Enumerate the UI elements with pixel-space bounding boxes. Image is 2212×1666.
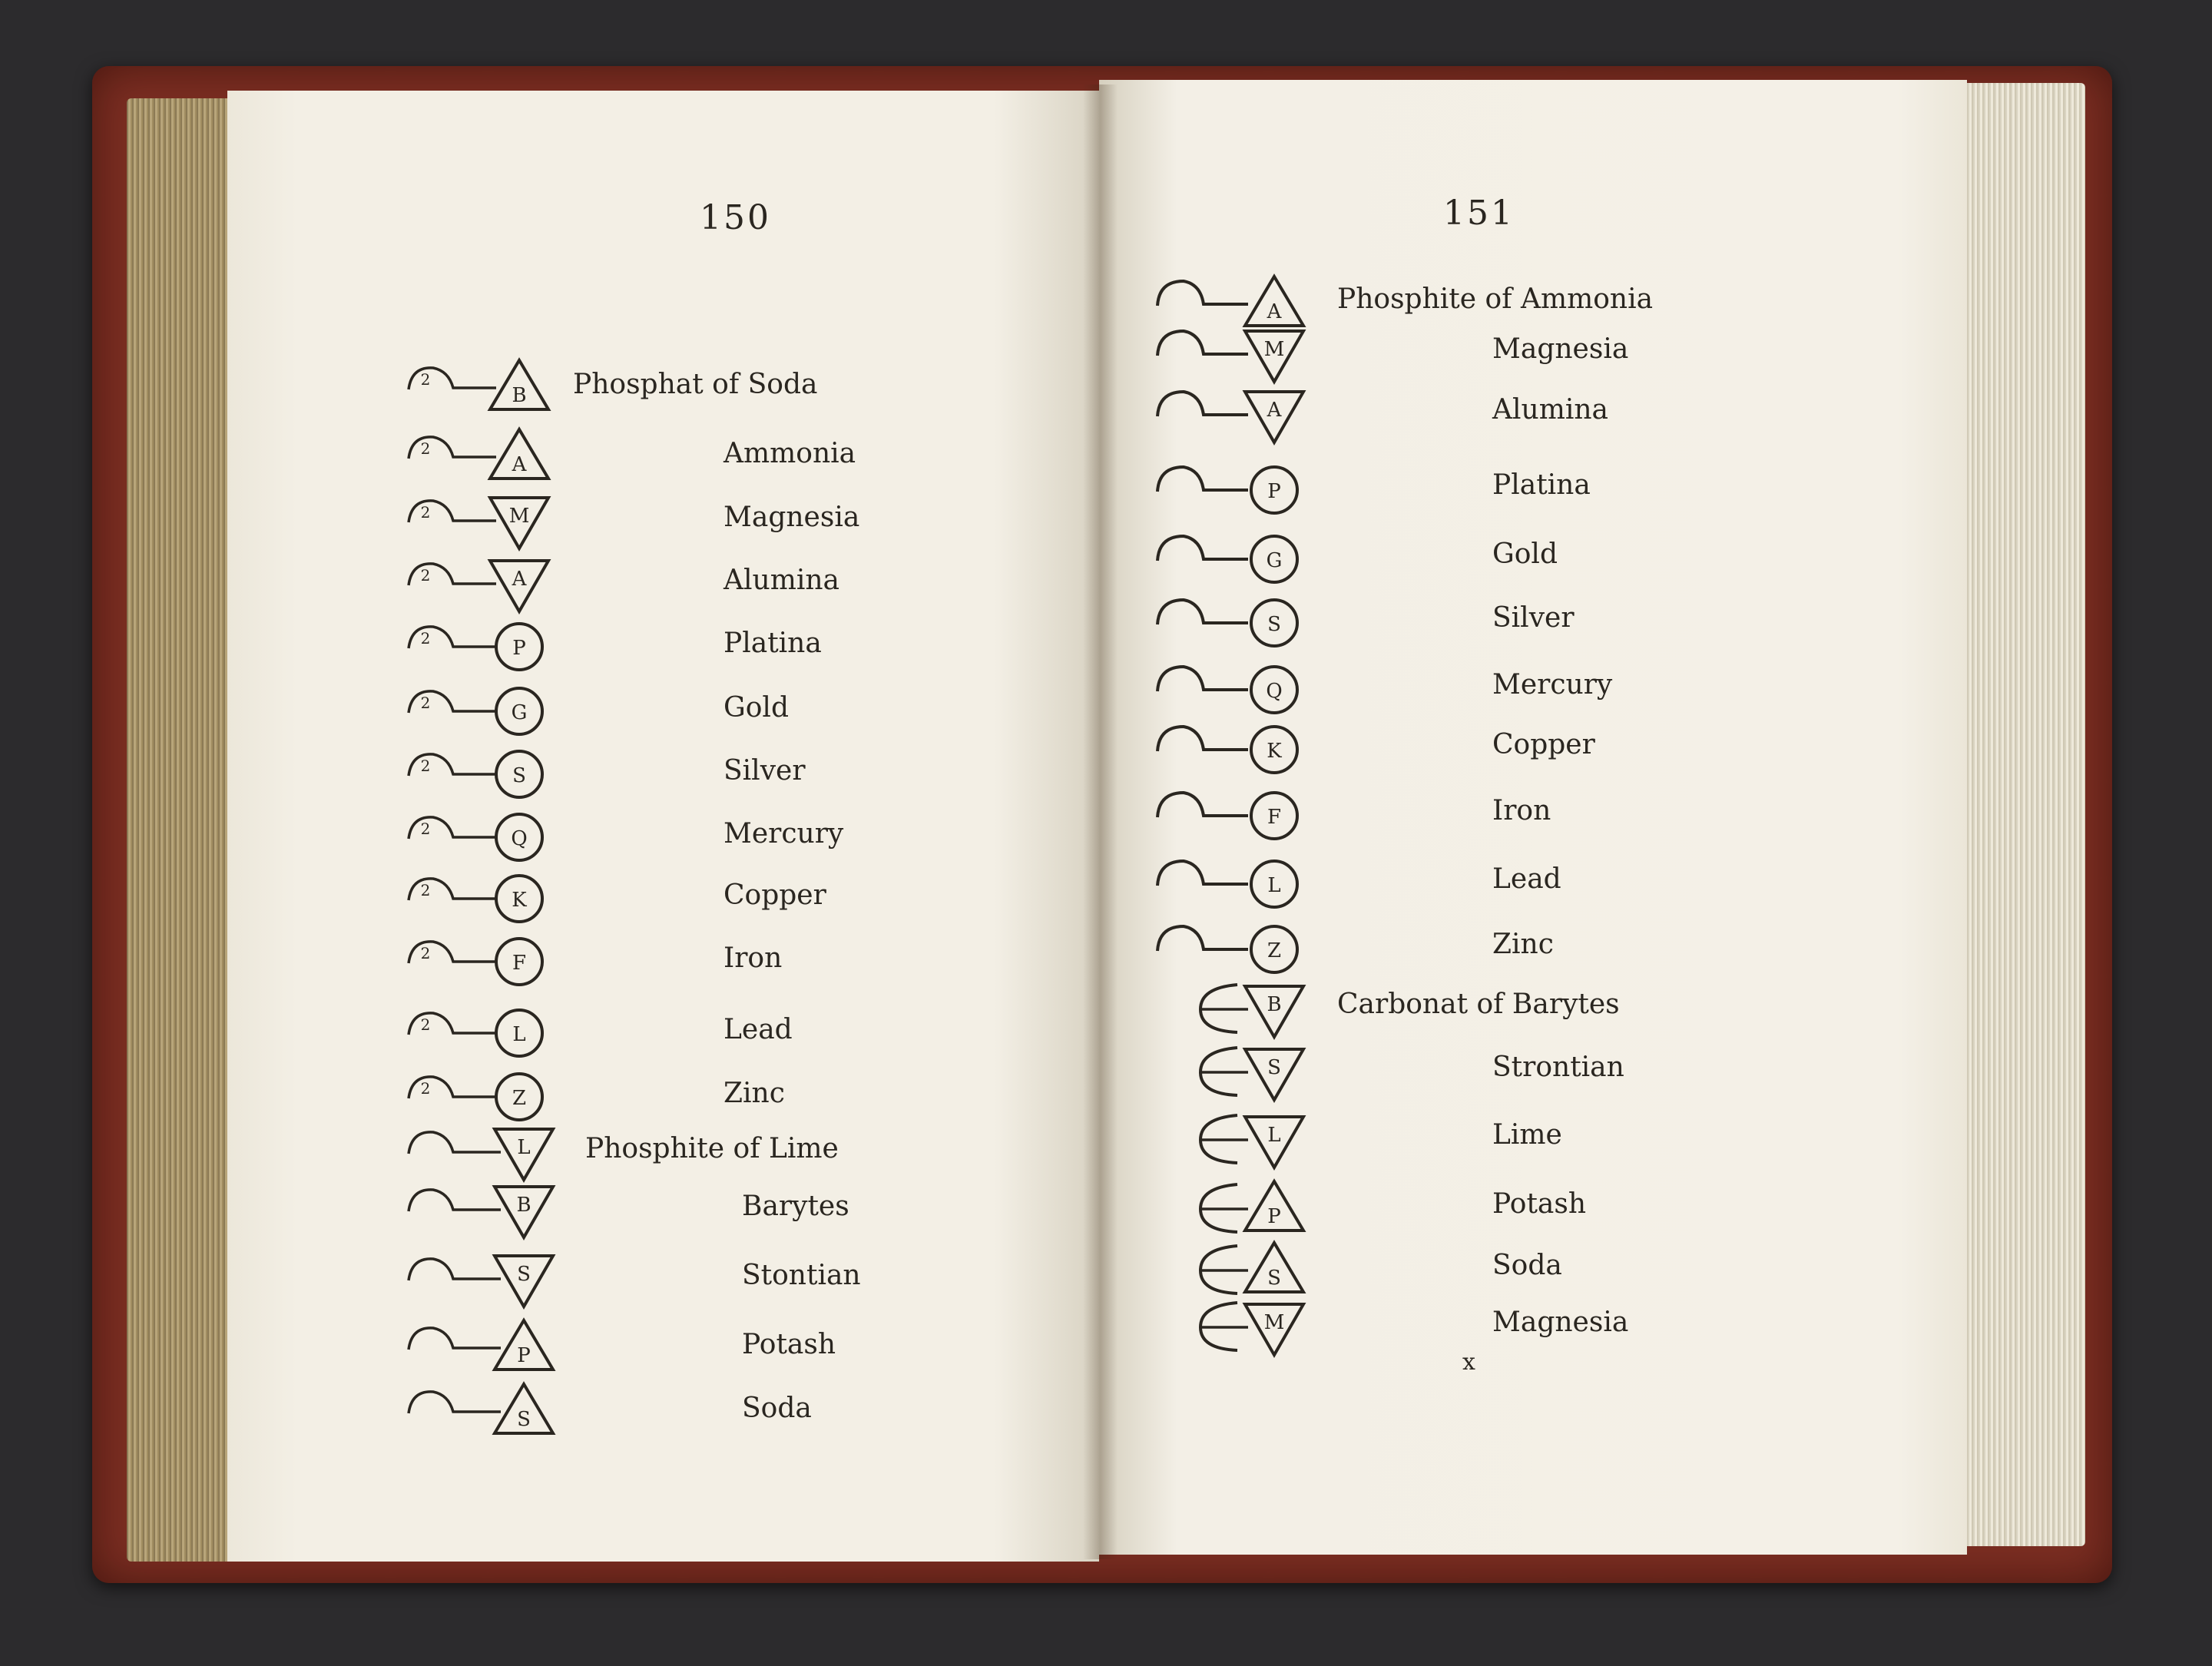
compound-heading: Phosphite of Ammonia [1337, 283, 1654, 315]
compound-label: Gold [1492, 538, 1558, 570]
compound-label: Iron [1492, 795, 1551, 826]
symbol-letter: Q [511, 827, 528, 850]
list-item [1099, 390, 1944, 436]
compound-symbol [1153, 917, 1353, 979]
compound-symbol [1153, 977, 1353, 1038]
compound-symbol [1153, 383, 1353, 444]
compound-label: Lead [724, 1014, 793, 1045]
coefficient-mark: 2 [420, 881, 431, 899]
list-item [1099, 1246, 1944, 1292]
compound-label: Alumina [1492, 394, 1608, 426]
symbol-letter: P [517, 1344, 531, 1367]
compound-label: Platina [1492, 469, 1591, 501]
symbol-letter: A [512, 453, 527, 476]
compound-symbol [1153, 458, 1353, 519]
symbol-letter: M [508, 505, 530, 528]
symbol-letter: B [512, 384, 527, 407]
compound-symbol [402, 1065, 602, 1126]
compound-symbol [402, 929, 602, 991]
list-item [227, 1072, 1072, 1118]
compound-symbol [402, 425, 602, 486]
left-page-edges [127, 98, 234, 1562]
symbol-letter: B [516, 1194, 531, 1217]
symbol-letter: Z [1267, 939, 1282, 962]
symbol-letter: G [1266, 549, 1283, 572]
compound-symbol [402, 742, 602, 803]
compound-symbol [1153, 1238, 1353, 1300]
coefficient-mark: 2 [420, 1015, 431, 1034]
compound-label: Platina [724, 628, 822, 659]
symbol-letter: F [1267, 806, 1282, 829]
symbol-letter: S [512, 764, 526, 787]
compound-label: Magnesia [724, 502, 860, 533]
compound-label: Zinc [724, 1078, 785, 1109]
compound-symbol [1153, 322, 1353, 383]
list-item [1099, 925, 1944, 971]
list-item [227, 559, 1072, 605]
compound-label: Lime [1492, 1119, 1562, 1151]
compound-label: Zinc [1492, 929, 1554, 960]
compound-symbol [402, 1177, 602, 1239]
compound-symbol [1153, 1108, 1353, 1169]
coefficient-mark: 2 [420, 944, 431, 962]
symbol-letter: S [1267, 1056, 1281, 1079]
compound-label: Magnesia [1492, 1307, 1629, 1338]
compound-symbol [402, 551, 602, 613]
list-item [1099, 465, 1944, 512]
list-item [227, 1009, 1072, 1055]
symbol-letter: L [512, 1023, 526, 1046]
right-page [1099, 80, 1967, 1555]
symbol-letter: S [517, 1408, 531, 1431]
symbol-letter: S [1267, 1267, 1281, 1290]
compound-symbol [1153, 717, 1353, 779]
page-number-left: 150 [700, 198, 771, 237]
compound-symbol [402, 679, 602, 740]
list-item [1099, 859, 1944, 906]
symbol-letter: L [1267, 874, 1281, 897]
symbol-letter: K [512, 889, 527, 912]
compound-heading: Phosphat of Soda [573, 369, 818, 400]
list-item [227, 1323, 1072, 1370]
coefficient-mark: 2 [420, 629, 431, 648]
compound-label: Soda [1492, 1250, 1562, 1281]
list-item [227, 1254, 1072, 1300]
compound-symbol [402, 614, 602, 676]
compound-label: Alumina [724, 565, 839, 596]
compound-symbol [1153, 527, 1353, 588]
symbol-letter: P [512, 637, 526, 660]
list-item [227, 1387, 1072, 1433]
coefficient-mark: 2 [420, 439, 431, 458]
list-item [227, 687, 1072, 733]
symbol-letter: G [511, 701, 528, 724]
coefficient-mark: 2 [420, 566, 431, 585]
symbol-letter: L [517, 1136, 531, 1159]
compound-label: Mercury [724, 818, 844, 850]
list-item [1099, 280, 1944, 326]
list-item [1099, 791, 1944, 837]
list-item [1099, 1303, 1944, 1349]
compound-label: Soda [742, 1393, 812, 1424]
list-item [227, 1128, 1072, 1174]
symbol-letter: P [1267, 1205, 1281, 1228]
compound-symbol [1153, 1040, 1353, 1101]
compound-label: Iron [724, 942, 783, 974]
compound-heading: Phosphite of Lime [585, 1133, 839, 1164]
list-item [227, 813, 1072, 859]
symbol-letter: F [512, 952, 527, 975]
compound-heading: Carbonat of Barytes [1337, 989, 1620, 1020]
coefficient-mark: 2 [420, 1079, 431, 1098]
compound-label: Potash [742, 1329, 836, 1360]
compound-label: Potash [1492, 1188, 1587, 1220]
symbol-letter: Q [1266, 680, 1283, 703]
compound-symbol [402, 356, 602, 417]
list-item [1099, 665, 1944, 711]
symbol-letter: A [1267, 399, 1282, 422]
compound-symbol [402, 489, 602, 550]
list-item [227, 432, 1072, 479]
list-item [1099, 725, 1944, 771]
compound-symbol [402, 866, 602, 928]
symbol-letter: S [517, 1263, 531, 1286]
compound-label: Mercury [1492, 669, 1613, 701]
symbol-letter: A [512, 568, 527, 591]
list-item [227, 750, 1072, 796]
compound-symbol [1153, 657, 1353, 719]
compound-label: Copper [1492, 729, 1595, 760]
compound-symbol [402, 1120, 602, 1181]
list-item [227, 496, 1072, 542]
symbol-letter: Z [512, 1087, 527, 1110]
list-item [227, 937, 1072, 983]
compound-symbol [402, 1380, 602, 1441]
compound-symbol [402, 805, 602, 866]
compound-label: Silver [1492, 602, 1575, 634]
symbol-letter: A [1267, 300, 1282, 323]
compound-label: Gold [724, 692, 789, 724]
list-item [227, 363, 1072, 409]
compound-label: Barytes [742, 1191, 849, 1222]
compound-symbol [402, 1316, 602, 1377]
coefficient-mark: 2 [420, 503, 431, 522]
compound-label: Ammonia [724, 438, 856, 469]
symbol-letter: P [1267, 480, 1281, 503]
list-item [227, 1185, 1072, 1231]
compound-symbol [1153, 1177, 1353, 1238]
page-number-right: 151 [1443, 194, 1515, 233]
compound-label: Stontian [742, 1260, 861, 1291]
compound-symbol [1153, 783, 1353, 845]
coefficient-mark: 2 [420, 757, 431, 775]
compound-symbol [402, 1001, 602, 1062]
list-item [1099, 1048, 1944, 1094]
left-page [227, 91, 1099, 1562]
list-item [1099, 985, 1944, 1031]
list-item [227, 622, 1072, 668]
right-page-edges [1962, 83, 2085, 1546]
compound-symbol [402, 1247, 602, 1308]
coefficient-mark: 2 [420, 694, 431, 712]
compound-symbol [1153, 1295, 1353, 1356]
compound-label: Magnesia [1492, 333, 1629, 365]
symbol-letter: B [1267, 993, 1282, 1016]
list-item [227, 874, 1072, 920]
symbol-letter: L [1267, 1124, 1281, 1147]
compound-label: Silver [724, 755, 806, 787]
symbol-letter: M [1263, 338, 1285, 361]
compound-label: Copper [724, 879, 826, 911]
page-footer-mark: x [1462, 1349, 1475, 1376]
list-item [1099, 598, 1944, 644]
book-gutter [1083, 84, 1118, 1559]
compound-label: Strontian [1492, 1052, 1624, 1083]
compound-symbol [1153, 852, 1353, 913]
coefficient-mark: 2 [420, 370, 431, 389]
list-item [1099, 330, 1944, 376]
symbol-letter: M [1263, 1311, 1285, 1334]
symbol-letter: K [1267, 740, 1282, 763]
symbol-letter: S [1267, 613, 1281, 636]
compound-label: Lead [1492, 863, 1561, 895]
list-item [1099, 1184, 1944, 1230]
compound-symbol [1153, 591, 1353, 652]
list-item [1099, 1115, 1944, 1161]
list-item [1099, 535, 1944, 581]
coefficient-mark: 2 [420, 820, 431, 838]
